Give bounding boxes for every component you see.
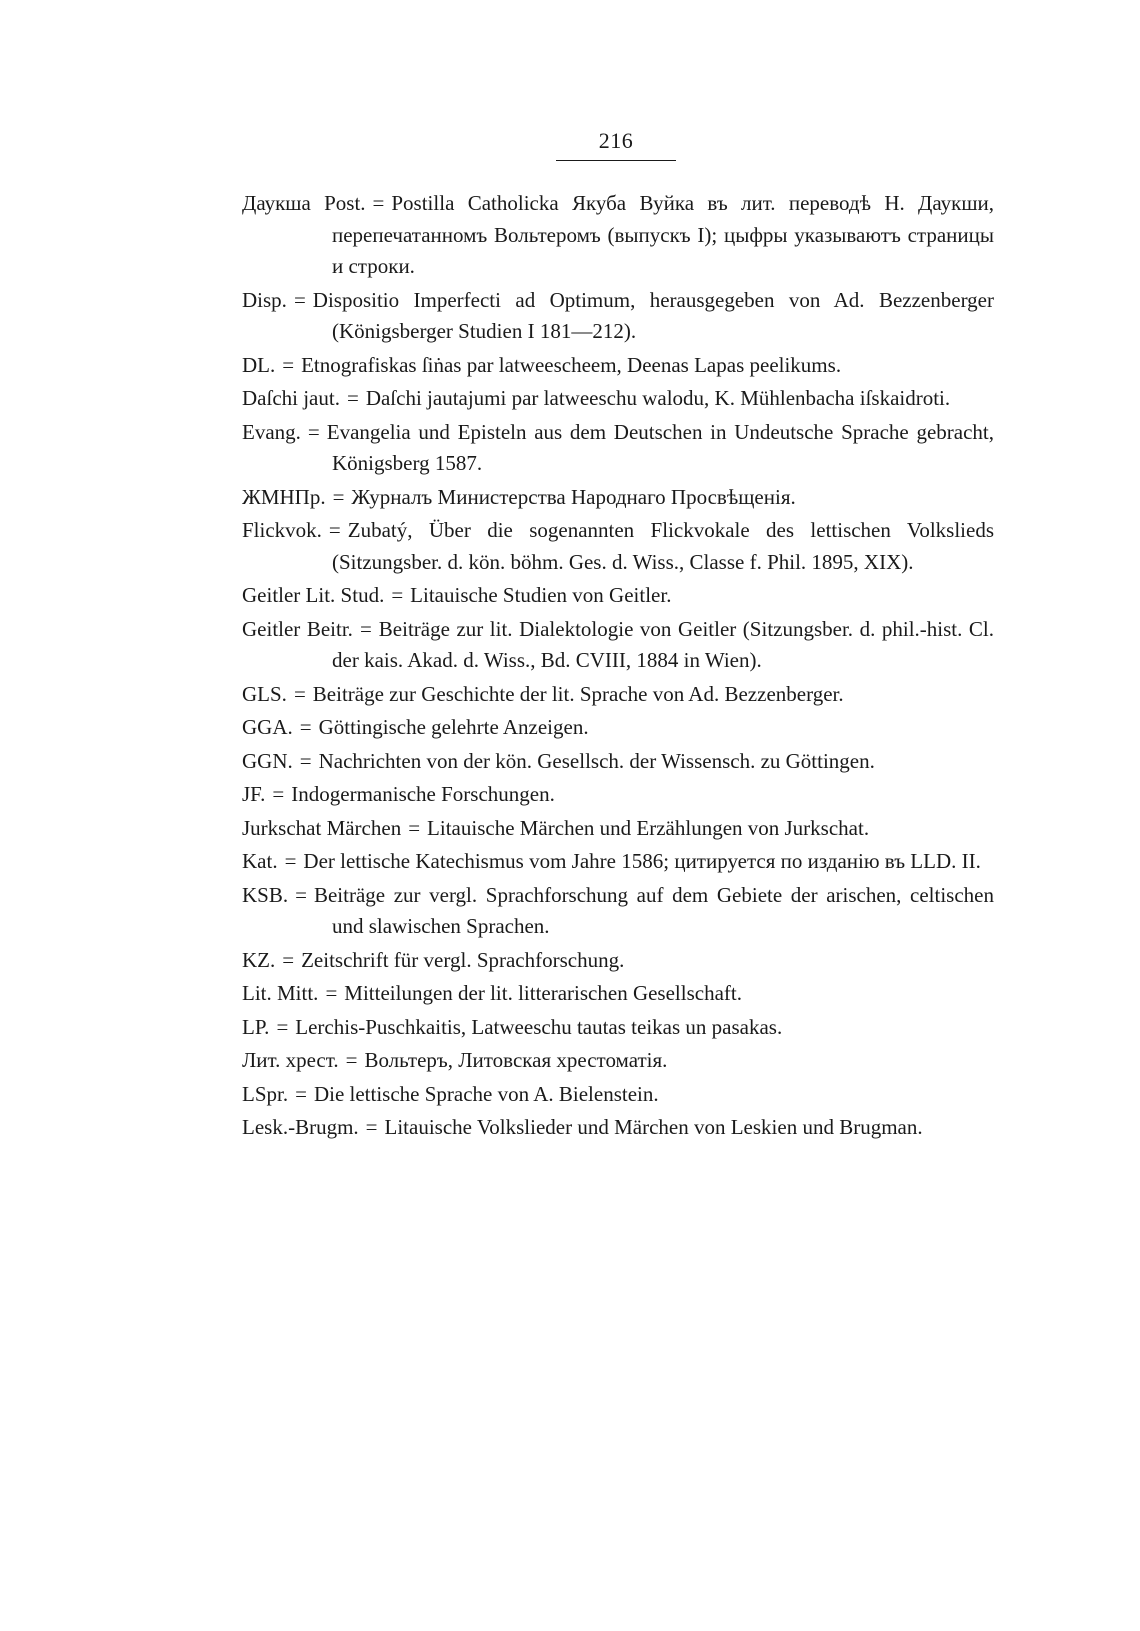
abbreviation-entry xyxy=(242,945,994,977)
entry-abbreviation: Daſchi jaut. xyxy=(242,386,340,410)
abbreviation-entry xyxy=(242,188,994,283)
entry-abbreviation: Evang. xyxy=(242,419,301,444)
entry-abbreviation: KZ. xyxy=(242,947,276,972)
entry-definition: Daſchi jautajumi par latweeschu walodu, K. Mühlenbacha iſskaidroti. xyxy=(365,386,951,410)
equals-sign: = xyxy=(328,518,341,542)
entry-definition: Dispositio Imperfecti ad Optimum, herausgegeben von Ad. Bezzenberger (Königsberger Studien I 181—212). xyxy=(312,287,994,343)
entry-definition: Der lettische Katechismus vom Jahre 1586; цитируется по изданію въ LLD. II. xyxy=(303,849,981,873)
abbreviation-entry xyxy=(242,285,994,348)
entry-abbreviation: LSpr. xyxy=(242,1081,289,1106)
abbreviation-entry xyxy=(242,813,994,845)
entry-definition: Nachrichten von der kön. Gesellsch. der Wissensch. zu Göttingen. xyxy=(318,748,875,773)
abbreviation-entry xyxy=(242,1112,994,1144)
equals-sign: = xyxy=(408,815,421,840)
equals-sign: = xyxy=(325,981,338,1005)
entry-abbreviation: Geitler Lit. Stud. xyxy=(242,583,385,607)
abbreviation-entry xyxy=(242,978,994,1010)
abbreviation-entry xyxy=(242,482,994,514)
entry-abbreviation: Даукша Post. xyxy=(242,191,366,215)
abbreviation-entry xyxy=(242,580,994,612)
entry-abbreviation: KSB. xyxy=(242,882,289,907)
entry-abbreviation: ЖМНПр. xyxy=(242,484,326,509)
abbreviation-entry xyxy=(242,614,994,677)
abbreviation-entry xyxy=(242,779,994,811)
equals-sign: = xyxy=(365,1115,378,1139)
equals-sign: = xyxy=(391,583,404,607)
entry-abbreviation: GGN. xyxy=(242,748,293,773)
entry-definition: Beiträge zur vergl. Sprachforschung auf dem Gebiete der arischen, celtischen und slawischen Sprachen. xyxy=(313,882,994,938)
entry-abbreviation: Lesk.-Brugm. xyxy=(242,1115,359,1139)
entry-definition: Indogermanische Forschungen. xyxy=(291,782,555,806)
entry-definition: Журналъ Министерства Народнаго Просвѣщенія. xyxy=(351,484,796,509)
equals-sign: = xyxy=(284,849,297,873)
abbreviation-entry xyxy=(242,1045,994,1077)
entry-definition: Вольтеръ, Литовская хрестоматія. xyxy=(364,1048,668,1072)
equals-sign: = xyxy=(359,616,372,641)
entry-definition: Mitteilungen der lit. litterarischen Gesellschaft. xyxy=(344,981,742,1005)
entry-definition: Litauische Volkslieder und Märchen von Leskien und Brugman. xyxy=(384,1115,923,1139)
entry-definition: Beiträge zur lit. Dialektologie von Geitler (Sitzungsber. d. phil.-hist. Cl. der kais. Akad. d. Wiss., Bd. CVIII, 1884 in Wien). xyxy=(332,616,995,672)
equals-sign: = xyxy=(295,1081,307,1106)
entry-definition: Zubatý, Über die sogenannten Flickvokale des lettischen Volkslieds (Sitzungsber. d. kön. böhm. Ges. d. Wiss., Classe f. Phil. 1895, XIX). xyxy=(332,518,994,574)
abbreviation-entry xyxy=(242,1012,994,1044)
equals-sign: = xyxy=(345,1048,358,1072)
abbreviation-entry xyxy=(242,846,994,878)
equals-sign: = xyxy=(299,715,312,739)
equals-sign: = xyxy=(307,419,320,444)
entry-definition: Lerchis-Puschkaitis, Latweeschu tautas teikas un pasakas. xyxy=(295,1014,783,1039)
equals-sign: = xyxy=(293,287,306,312)
entry-definition: Etnografiskas ſiṅas par latweescheem, Deenas Lapas peelikums. xyxy=(301,352,842,377)
entry-abbreviation: Лит. хрест. xyxy=(242,1048,339,1072)
entry-abbreviation: Geitler Beitr. xyxy=(242,616,353,641)
abbreviation-entry xyxy=(242,383,994,415)
entry-abbreviation: Flickvok. xyxy=(242,518,322,542)
entry-abbreviation: JF. xyxy=(242,782,266,806)
entry-definition: Postilla Catholicka Якуба Вуйка въ лит. переводѣ Н. Даукши, перепечатанномъ Вольтеромъ (выпускъ I); цыфры указываютъ страницы и строки. xyxy=(332,191,994,278)
abbreviation-entry xyxy=(242,350,994,382)
abbreviation-entry xyxy=(242,880,994,943)
entry-abbreviation: GGA. xyxy=(242,715,293,739)
entry-definition: Litauische Studien von Geitler. xyxy=(410,583,672,607)
equals-sign: = xyxy=(372,191,385,215)
abbreviation-entry xyxy=(242,679,994,711)
entry-abbreviation: Disp. xyxy=(242,287,287,312)
equals-sign: = xyxy=(272,782,285,806)
equals-sign: = xyxy=(282,352,295,377)
equals-sign: = xyxy=(293,681,306,706)
abbreviation-entry xyxy=(242,515,994,578)
entry-definition: Die lettische Sprache von A. Bielenstein. xyxy=(313,1081,659,1106)
page-number: 216 xyxy=(598,128,634,153)
entry-abbreviation: Lit. Mitt. xyxy=(242,981,319,1005)
equals-sign: = xyxy=(276,1014,289,1039)
equals-sign: = xyxy=(346,386,359,410)
page-number-rule xyxy=(556,160,676,161)
abbreviation-entry xyxy=(242,746,994,778)
entry-abbreviation: Jurkschat Märchen xyxy=(242,815,402,840)
entry-abbreviation: Kat. xyxy=(242,849,278,873)
entry-definition: Göttingische gelehrte Anzeigen. xyxy=(318,715,589,739)
entry-definition: Beiträge zur Geschichte der lit. Sprache von Ad. Bezzenberger. xyxy=(312,681,844,706)
entry-definition: Evangelia und Episteln aus dem Deutschen in Undeutsche Sprache gebracht, Königsberg 1587. xyxy=(326,419,994,475)
entry-definition: Zeitschrift für vergl. Sprachforschung. xyxy=(301,947,625,972)
abbreviation-list xyxy=(242,188,994,1146)
entry-abbreviation: DL. xyxy=(242,352,276,377)
abbreviation-entry xyxy=(242,1079,994,1111)
equals-sign: = xyxy=(282,947,295,972)
entry-abbreviation: GLS. xyxy=(242,681,287,706)
entry-abbreviation: LP. xyxy=(242,1014,270,1039)
abbreviation-entry xyxy=(242,417,994,480)
entry-definition: Litauische Märchen und Erzählungen von Jurkschat. xyxy=(427,815,870,840)
abbreviation-entry xyxy=(242,712,994,744)
equals-sign: = xyxy=(299,748,312,773)
equals-sign: = xyxy=(295,882,307,907)
equals-sign: = xyxy=(332,484,345,509)
